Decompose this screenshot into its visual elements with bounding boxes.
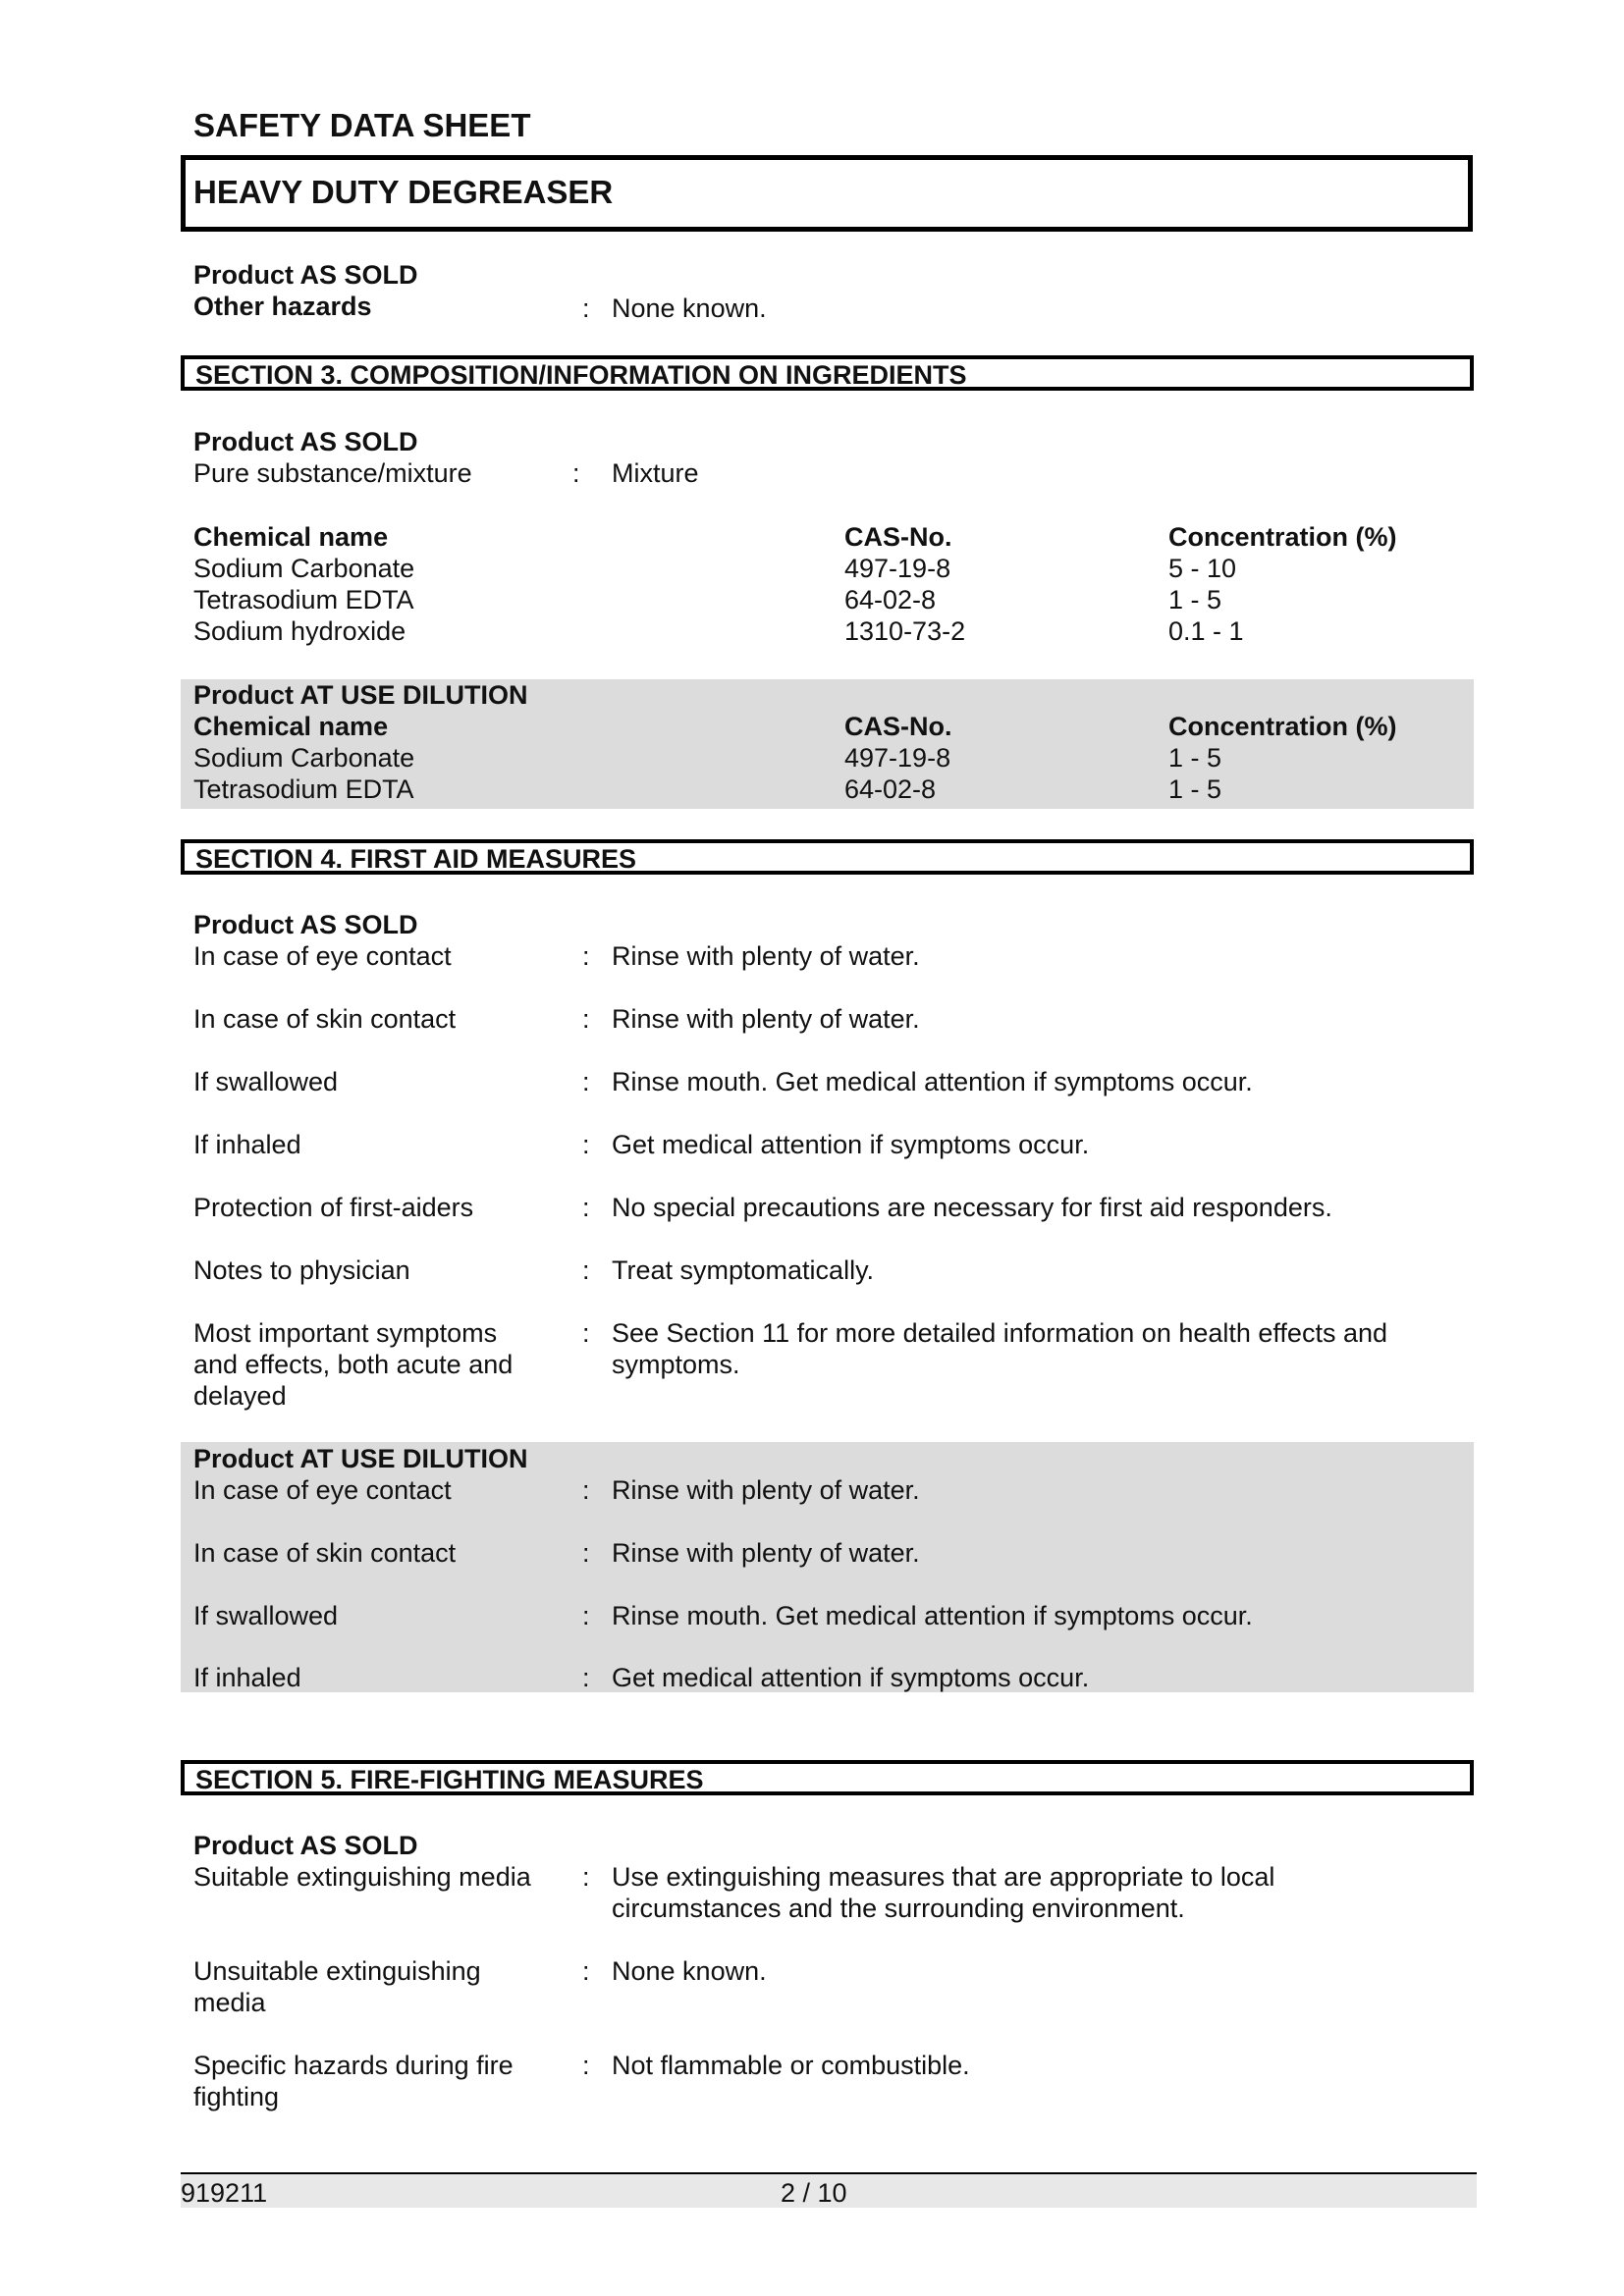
field-label [193,1955,567,2018]
section5-header [181,1760,1474,1795]
separator-colon: : [582,1067,590,1096]
table-header-cas-no: CAS-No. [844,712,952,741]
field-label-line: media [193,1988,266,2017]
table-header-concentration: Concentration (%) [1168,712,1397,741]
substance-type-label: Pure substance/mixture [193,458,472,488]
footer-page-number: 2 / 10 [781,2178,847,2208]
field-value: No special precautions are necessary for first aid responders. [612,1193,1332,1222]
table-cell-conc: 1 - 5 [1168,774,1222,804]
table-cell-name: Tetrasodium EDTA [193,585,414,614]
field-label-line: and effects, both acute and [193,1350,514,1379]
separator-colon: : [582,1004,590,1034]
field-label: In case of eye contact [193,1475,452,1505]
field-label: If swallowed [193,1601,339,1630]
separator-colon: : [582,1601,590,1630]
table-cell-conc: 1 - 5 [1168,585,1222,614]
section5-as-sold-heading: Product AS SOLD [193,1831,418,1860]
field-label: If inhaled [193,1663,301,1692]
separator-colon: : [582,1956,590,1986]
field-value: Rinse with plenty of water. [612,941,920,971]
field-label [193,2050,567,2112]
table-cell-name: Sodium Carbonate [193,743,415,773]
field-label: Protection of first-aiders [193,1193,474,1222]
field-value-line: See Section 11 for more detailed information on health effects and [612,1318,1388,1348]
footer-document-id: 919211 [181,2178,268,2208]
field-label-line: delayed [193,1381,287,1411]
separator-colon: : [582,1193,590,1222]
table-header-concentration: Concentration (%) [1168,522,1397,552]
field-value: Get medical attention if symptoms occur. [612,1130,1090,1159]
field-value: Treat symptomatically. [612,1255,875,1285]
field-label-line: Most important symptoms [193,1318,498,1348]
separator-colon: : [582,1318,590,1348]
table-cell-conc: 5 - 10 [1168,554,1237,583]
separator-colon: : [582,1862,590,1892]
field-value: None known. [612,1956,767,1986]
footer-divider [181,2172,1477,2174]
section3-use-dilution-heading: Product AT USE DILUTION [193,680,528,710]
other-hazards-label: Other hazards [193,292,372,321]
field-label: In case of skin contact [193,1538,457,1568]
separator-colon: : [572,458,580,488]
field-label-line: Unsuitable extinguishing [193,1956,481,1986]
table-header-chemical-name: Chemical name [193,712,389,741]
field-label: In case of eye contact [193,941,452,971]
table-header-chemical-name: Chemical name [193,522,389,552]
field-label: In case of skin contact [193,1004,457,1034]
separator-colon: : [582,1475,590,1505]
table-header-cas-no: CAS-No. [844,522,952,552]
field-label: Suitable extinguishing media [193,1862,531,1892]
field-value [612,1317,1456,1380]
field-value: Rinse with plenty of water. [612,1475,920,1505]
table-cell-cas: 64-02-8 [844,585,937,614]
section4-header [181,839,1474,875]
table-cell-cas: 1310-73-2 [844,616,966,646]
product-name: HEAVY DUTY DEGREASER [193,174,614,210]
field-value-line: circumstances and the surrounding environment. [612,1894,1185,1923]
field-value: Not flammable or combustible. [612,2051,970,2080]
field-label [193,1317,567,1412]
table-cell-conc: 0.1 - 1 [1168,616,1244,646]
other-hazards-value: None known. [612,294,767,323]
field-value: Get medical attention if symptoms occur. [612,1663,1090,1692]
table-cell-cas: 497-19-8 [844,554,951,583]
table-cell-cas: 64-02-8 [844,774,937,804]
section4-as-sold-heading: Product AS SOLD [193,910,418,939]
section3-header [181,355,1474,391]
separator-colon: : [582,941,590,971]
separator-colon: : [582,1538,590,1568]
separator-colon: : [582,1130,590,1159]
document-type-title: SAFETY DATA SHEET [193,107,531,143]
field-label-line: fighting [193,2082,280,2111]
separator-colon: : [582,1663,590,1692]
field-label: Notes to physician [193,1255,410,1285]
section5-title: SECTION 5. FIRE-FIGHTING MEASURES [195,1765,704,1794]
section3-as-sold-heading: Product AS SOLD [193,427,418,456]
table-cell-name: Sodium hydroxide [193,616,406,646]
separator-colon: : [582,294,590,323]
field-value-line: Use extinguishing measures that are appropriate to local [612,1862,1275,1892]
section2-as-sold-heading: Product AS SOLD [193,260,418,290]
field-value: Rinse with plenty of water. [612,1004,920,1034]
field-value: Rinse mouth. Get medical attention if symptoms occur. [612,1067,1253,1096]
substance-type-value: Mixture [612,458,699,488]
separator-colon: : [582,1255,590,1285]
field-label-line: Specific hazards during fire [193,2051,514,2080]
field-label: If inhaled [193,1130,301,1159]
section4-title: SECTION 4. FIRST AID MEASURES [195,844,637,874]
field-value: Rinse with plenty of water. [612,1538,920,1568]
section3-title: SECTION 3. COMPOSITION/INFORMATION ON INGREDIENTS [195,360,967,390]
field-value-line: symptoms. [612,1350,740,1379]
field-label: If swallowed [193,1067,339,1096]
field-value [612,1861,1456,1924]
separator-colon: : [582,2051,590,2080]
field-value: Rinse mouth. Get medical attention if symptoms occur. [612,1601,1253,1630]
section4-use-dilution-heading: Product AT USE DILUTION [193,1444,528,1473]
table-cell-cas: 497-19-8 [844,743,951,773]
table-cell-conc: 1 - 5 [1168,743,1222,773]
table-cell-name: Tetrasodium EDTA [193,774,414,804]
table-cell-name: Sodium Carbonate [193,554,415,583]
